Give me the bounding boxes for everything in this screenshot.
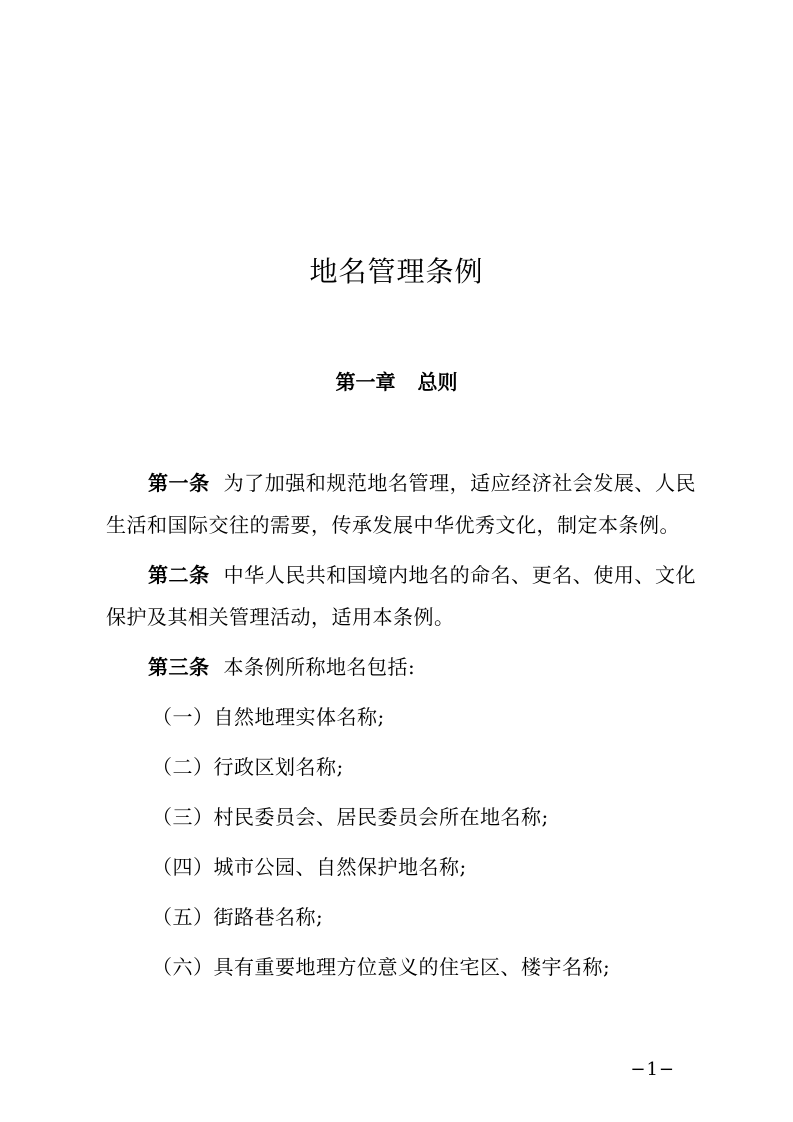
list-item: （一）自然地理实体名称; [152,705,385,729]
chapter-number: 第一章 [335,370,396,394]
article-3-label: 第三条 [148,655,210,679]
chapter-name: 总则 [417,370,458,394]
article-2-label: 第二条 [148,563,210,587]
article-2 [106,554,696,638]
chapter-heading [0,368,793,396]
article-1-text: 为了加强和规范地名管理，适应经济社会发展、人民生活和国际交往的需要，传承发展中华优秀文化，制定本条例。 [106,471,697,537]
article-1 [106,462,696,546]
list-item: （五）街路巷名称; [152,905,324,929]
list-item: （六）具有重要地理方位意义的住宅区、楼宇名称; [152,955,611,979]
list-item: （三）村民委员会、居民委员会所在地名称; [152,805,549,829]
page-number: −1− [630,1059,675,1080]
document-title: 地名管理条例 [309,255,484,288]
article-3 [106,646,696,688]
list-item: （二）行政区划名称; [152,755,344,779]
article-3-text: 本条例所称地名包括: [223,655,416,679]
article-1-label: 第一条 [148,471,210,495]
list-item: （四）城市公园、自然保护地名称; [152,855,467,879]
article-2-text: 中华人民共和国境内地名的命名、更名、使用、文化保护及其相关管理活动，适用本条例。 [106,563,697,629]
document-body [106,462,696,996]
